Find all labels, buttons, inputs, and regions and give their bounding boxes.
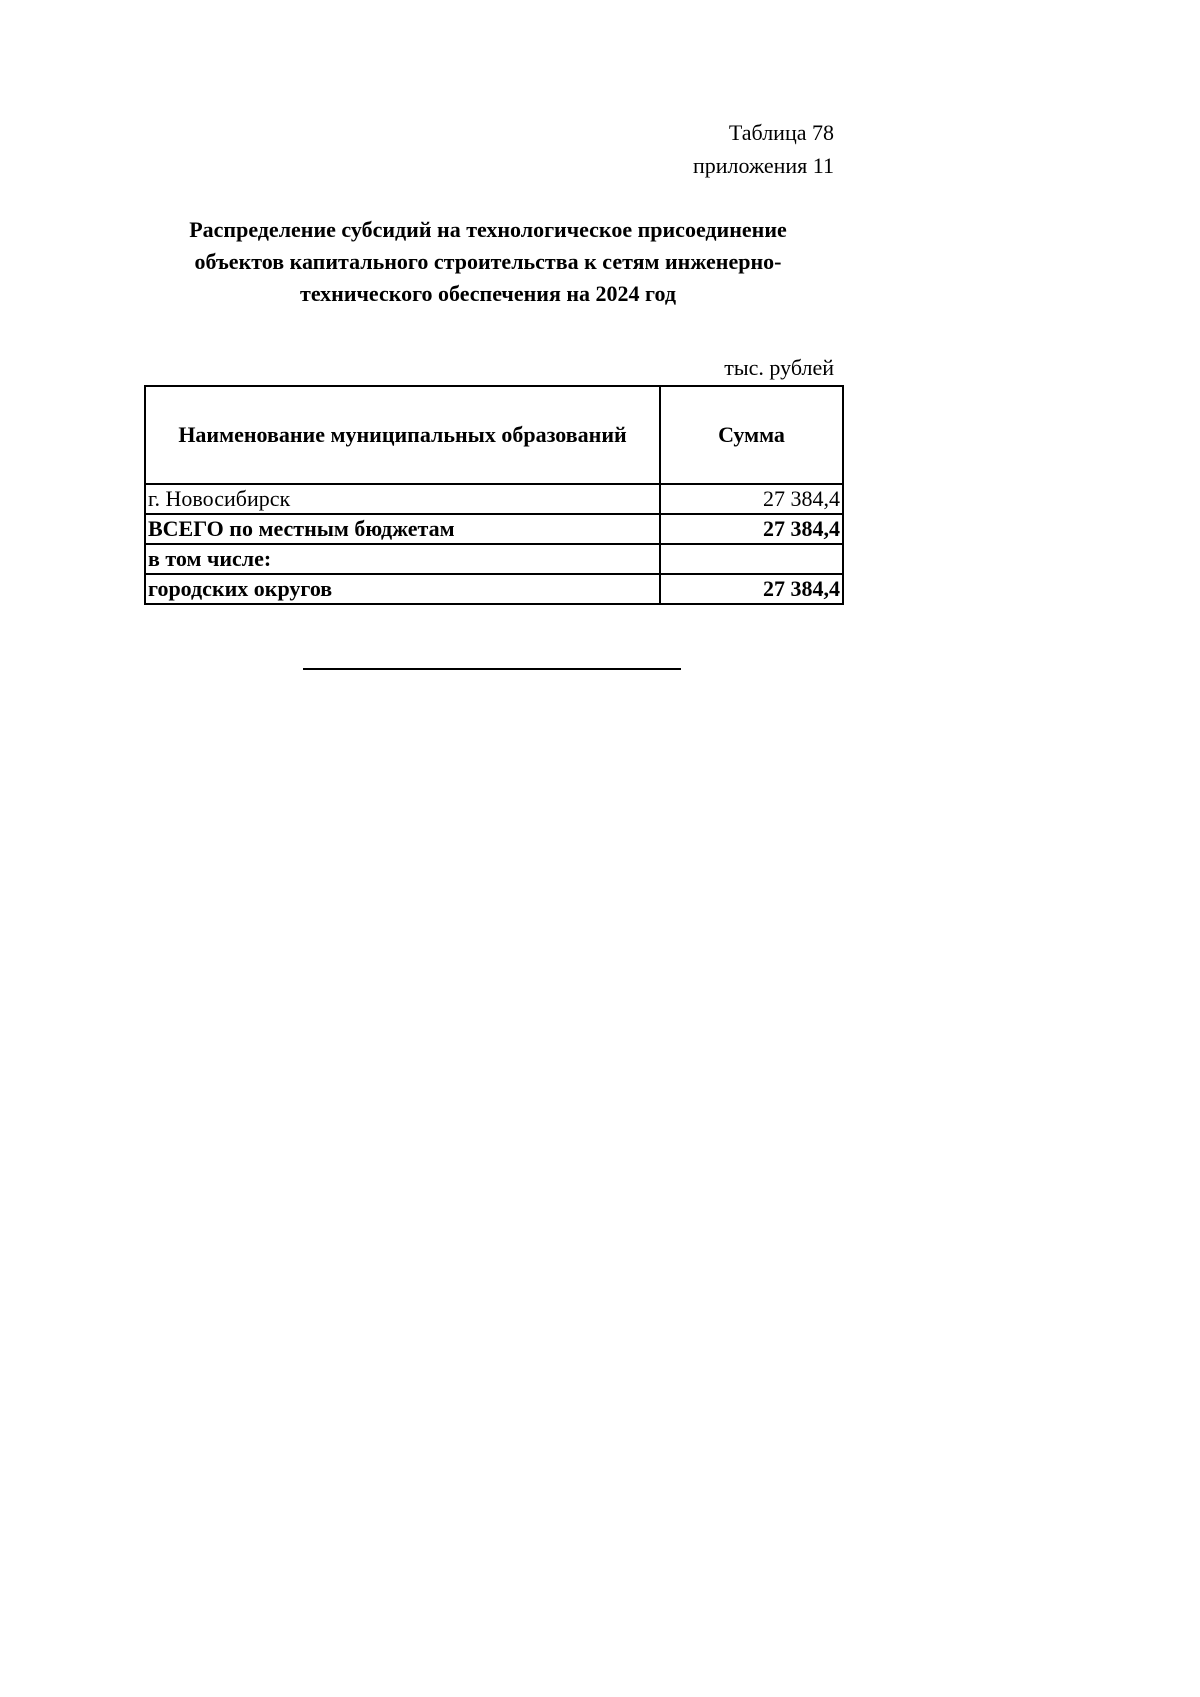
row-value: 27 384,4 [660,574,843,604]
row-name: ВСЕГО по местным бюджетам [145,514,660,544]
row-value: 27 384,4 [660,484,843,514]
table-number: Таблица 78 [728,120,834,145]
table-row [145,484,843,514]
column-header-sum: Сумма [660,386,843,484]
subsidy-table [144,385,844,605]
title-line-2: объектов капитального строительства к сетям инженерно- [194,249,782,274]
row-name: г. Новосибирск [145,484,660,514]
title-line-3: технического обеспечения на 2024 год [300,281,676,306]
document-title [130,214,846,310]
end-divider-line [303,668,681,670]
table-row-total [145,514,843,544]
column-header-name: Наименование муниципальных образований [145,386,660,484]
table-row-including [145,544,843,574]
row-value: 27 384,4 [660,514,843,544]
header-references [693,116,834,182]
units-label: тыс. рублей [724,355,834,380]
row-name: в том числе: [145,544,660,574]
table-header-row [145,386,843,484]
table-row-urban-districts [145,574,843,604]
row-name: городских округов [145,574,660,604]
title-line-1: Распределение субсидий на технологическое присоединение [189,217,787,242]
row-value [660,544,843,574]
appendix-number: приложения 11 [692,153,834,178]
